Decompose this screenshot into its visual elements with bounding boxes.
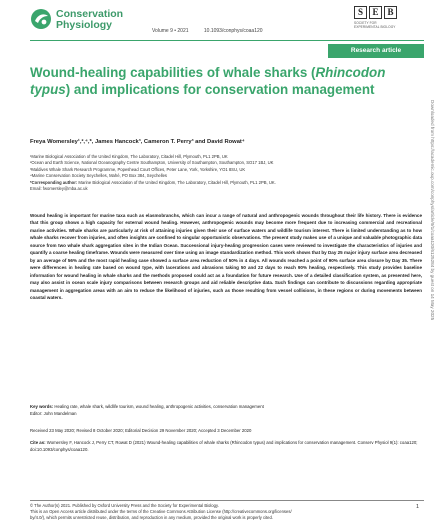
keywords-label: Key words:: [30, 404, 54, 409]
seb-letter-e: E: [369, 6, 382, 19]
journal-name-line2: Physiology: [56, 18, 113, 31]
footer-license-cont: by/4.0/), which permits unrestricted reuse, distribution, and reproduction in any medium, provided the original work is properly cited.: [30, 515, 273, 521]
article-title: [30, 64, 390, 98]
affiliations: [30, 154, 410, 192]
keywords: [30, 404, 422, 411]
seb-letter-b: B: [384, 6, 397, 19]
article-type-badge: Research article: [328, 44, 424, 58]
title-species: Rhincodon typus: [30, 65, 386, 97]
corresponding-text: Marine Biological Association of the United Kingdom, The Laboratory, Citadel Hill, Plymouth, PL1 2PB, UK.: [77, 179, 276, 185]
footer-license[interactable]: This is an Open Access article distributed under the terms of the Creative Commons Attribution License (http://creativecommons.org/licenses/: [30, 509, 292, 515]
footer-copyright: © The Author(s) 2021. Published by Oxford University Press and the Society for Experimental Biology.: [30, 503, 219, 508]
page-number: 1: [416, 504, 420, 510]
article-dates: Received 23 May 2020; Revised 8 October 2020; Editorial Decision 29 November 2020; Accepted 3 December 2020: [30, 428, 252, 433]
journal-name: [56, 9, 123, 30]
volume-line: [152, 28, 277, 34]
volume: Volume 9 • 2021: [152, 28, 189, 34]
affiliation-2: ²Ocean and Earth Science, National Oceanography Centre Southampton, University of Southampton, Southampton, SO17 1BJ, UK: [30, 160, 274, 166]
footer-rule: [30, 500, 424, 501]
header-rule: [30, 40, 424, 41]
seb-logo[interactable]: [354, 6, 414, 32]
journal-logo-icon: [30, 8, 52, 30]
keywords-block: [30, 404, 422, 417]
affiliation-4: ⁴Marine Conservation Society Seychelles, Mahé, PO Box 384, Seychelles: [30, 173, 168, 179]
title-part-1: Wound-healing capabilities of whale sharks (: [30, 65, 316, 80]
affiliation-3: ³Maldives Whale Shark Research Programme, Popeshead Court Offices, Peter Lane, York, Yorkshire, YO1 8SU, UK: [30, 166, 246, 172]
seb-letter-s: S: [354, 6, 367, 19]
corresponding-label: *Corresponding author:: [30, 179, 78, 185]
download-side-text: Downloaded from https://academic.oup.com/conphys/article/9/1/coaa120/6125284 by guest on 14 May 2025: [430, 100, 435, 321]
seb-caption-line2: EXPERIMENTAL BIOLOGY: [354, 25, 396, 29]
keywords-text: Healing rate, whale shark, wildlife tourism, wound healing, anthropogenic activities, conservation management: [53, 404, 264, 409]
editor: Editor: John Mandelman: [30, 410, 77, 416]
cite-text: Womersley F, Hancock J, Perry CT, Rowat D (2021) Wound-healing capabilities of whale sharks (Rhincodon typus) and implications for conservation management. Conserv Physiol 9(1): coaa120; doi:10.1093/conphys/coaa120.: [30, 440, 418, 452]
cite-label: Cite as:: [30, 440, 46, 445]
license-footer: [30, 503, 410, 522]
journal-logo[interactable]: [30, 6, 140, 36]
doi[interactable]: 10.1093/conphys/coaa120: [203, 28, 263, 34]
author-list: Freya Womersley¹,²,⁴,*, James Hancock³, Cameron T. Perry³ and David Rowat⁴: [30, 139, 245, 145]
affiliation-1: ¹Marine Biological Association of the United Kingdom, The Laboratory, Citadel Hill, Plymouth, PL1 2PB, UK: [30, 154, 228, 159]
seb-letters: [354, 6, 414, 19]
seb-caption-line1: SOCIETY FOR: [354, 21, 377, 25]
citation: [30, 440, 422, 453]
download-side-note: [428, 100, 436, 440]
journal-name-line1: Conservation: [56, 8, 124, 20]
email[interactable]: Email: fwomersley@mba.ac.uk: [30, 186, 88, 192]
title-part-2: ) and implications for conservation management: [65, 82, 375, 97]
seb-caption: [354, 21, 414, 29]
abstract: Wound healing is important for marine taxa such as elasmobranchs, which can incur a range of natural and anthropogenic wounds throughout their life history. There is evidence that this group shows a high capacity for external wound healing. However, anthropogenic wounds may become more frequent due to increasing commercial and recreational marine activities. Whale sharks are particularly at risk of attaining injuries given their use of surface waters and wildlife tourism interest. There is limited understanding as to how whale sharks recover from injuries, and often insights are confined to singular opportunistic observations. The present study makes use of a unique and valuable photographic data source from two whale shark aggregation sites in the Indian Ocean. Successional injury-healing progression cases were reviewed to investigate the characteristics of injuries and quantify a coarse healing timeframe. Wounds were measured over time using an image standardization method. This work shows that by Day 25 major injury surface area decreased by an average of 56% and the most rapid healing case showed a surface area reduction of 50% in 4 days. All wounds reached a point of 90% surface area closure by Day 35. There were differences in healing rate based on wound type, with lacerations and abrasions taking 50 and 22 days to reach 90% healing, respectively. This study provides baseline information for wound healing in whale sharks and the methods proposed could act as a foundation for future research. Use of a detailed classification system, as presented here, may also assist in ocean scale injury comparisons between research groups and aid reliable descriptive data. Such findings can contribute to discussions regarding appropriate management in aggregation areas with an aim to reduce the likelihood of injuries, such as those resulting from vessel collisions, in these regions or during movements between coastal waters.: [30, 213, 422, 300]
